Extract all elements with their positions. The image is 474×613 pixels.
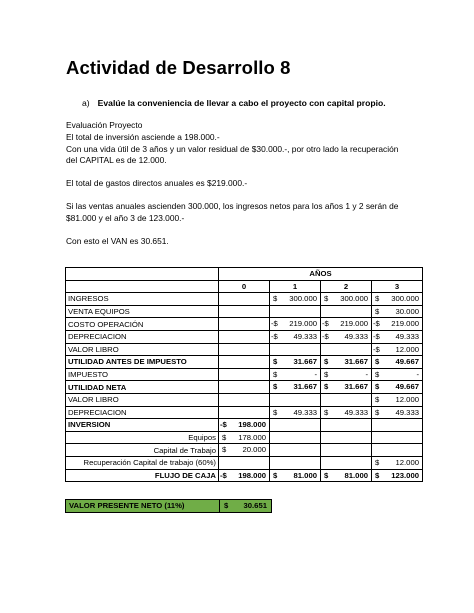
cell-value: 31.667 (344, 357, 368, 367)
currency-symbol: $ (375, 407, 380, 417)
cell-year-0 (219, 343, 270, 356)
cell-year-0 (219, 431, 270, 444)
currency-symbol: $ (375, 470, 380, 480)
years-header: AÑOS (219, 268, 423, 281)
cell-year-2 (321, 305, 372, 318)
row-label: FLUJO DE CAJA (66, 469, 219, 482)
cell-year-1 (270, 343, 321, 356)
row-label: UTILIDAD NETA (66, 381, 219, 394)
cell-value: 49.333 (293, 331, 317, 341)
cell-year-1 (270, 431, 321, 444)
cell-year-3 (372, 431, 423, 444)
currency-symbol: $ (273, 294, 278, 304)
cash-flow-table (65, 267, 423, 482)
cell-year-3 (372, 444, 423, 457)
paragraph-vida-util-1: Con una vida útil de 3 años y un valor residual de $30.000.-, por otro lado la recuperación (66, 144, 399, 154)
currency-symbol: $ (324, 369, 329, 379)
currency-symbol: -$ (322, 331, 329, 341)
cell-value: 300.000 (340, 294, 368, 304)
table-row (66, 368, 423, 381)
cell-value: 12.000 (395, 457, 419, 467)
cell-value: 31.667 (293, 382, 317, 392)
table-row (66, 431, 423, 444)
cell-value: 81.000 (344, 470, 368, 480)
cell-year-3 (372, 343, 423, 356)
cell-value: - (416, 369, 419, 379)
vpn-table (65, 499, 272, 513)
cell-value: 219.000 (340, 319, 368, 329)
currency-symbol: $ (375, 294, 380, 304)
table-row (66, 419, 423, 432)
cell-year-2 (321, 381, 372, 394)
row-label: INVERSION (66, 419, 219, 432)
cell-year-2 (321, 419, 372, 432)
row-label: VENTA EQUIPOS (66, 305, 219, 318)
table-row (66, 305, 423, 318)
cell-year-1 (270, 356, 321, 369)
row-label: VALOR LIBRO (66, 343, 219, 356)
cell-value: - (365, 369, 368, 379)
cell-year-0 (219, 318, 270, 331)
cell-value: 49.333 (293, 407, 317, 417)
cell-value: 198.000 (238, 420, 266, 430)
vpn-label: VALOR PRESENTE NETO (11%) (66, 500, 220, 513)
cell-value: 12.000 (395, 344, 419, 354)
year-2-header: 2 (321, 280, 372, 293)
currency-symbol: $ (273, 382, 278, 392)
vpn-row (66, 500, 272, 513)
cell-year-0 (219, 469, 270, 482)
cell-year-0 (219, 293, 270, 306)
cell-value: 198.000 (238, 470, 266, 480)
currency-symbol: $ (375, 457, 380, 467)
paragraph-ventas-2: $81.000 y el año 3 de 123.000.- (66, 213, 185, 223)
cell-value: 49.333 (395, 407, 419, 417)
row-label: COSTO OPERACIÓN (66, 318, 219, 331)
row-label: UTILIDAD ANTES DE IMPUESTO (66, 356, 219, 369)
paragraph-vida-util-2: del CAPITAL es de 12.000. (66, 155, 167, 165)
currency-symbol: $ (324, 470, 329, 480)
cell-value: 49.667 (395, 382, 419, 392)
cell-year-1 (270, 419, 321, 432)
question-letter: a) (82, 98, 90, 108)
cell-year-3 (372, 406, 423, 419)
vpn-value-cell (220, 500, 272, 513)
vpn-value: 30.651 (243, 501, 267, 510)
cell-year-0 (219, 305, 270, 318)
cell-year-3 (372, 456, 423, 469)
cell-year-1 (270, 305, 321, 318)
currency-symbol: $ (375, 369, 380, 379)
table-row (66, 330, 423, 343)
cell-value: 219.000 (289, 319, 317, 329)
row-label: Capital de Trabajo (66, 444, 219, 457)
cell-year-2 (321, 456, 372, 469)
table-row (66, 456, 423, 469)
cell-value: 49.333 (395, 331, 419, 341)
year-3-header: 3 (372, 280, 423, 293)
currency-symbol: -$ (373, 319, 380, 329)
table-row (66, 343, 423, 356)
cell-year-1 (270, 469, 321, 482)
currency-symbol: $ (324, 407, 329, 417)
cell-year-1 (270, 368, 321, 381)
cell-value: 49.667 (395, 357, 419, 367)
cell-year-1 (270, 293, 321, 306)
currency-symbol: -$ (220, 420, 227, 430)
cell-year-0 (219, 444, 270, 457)
cell-year-3 (372, 368, 423, 381)
currency-symbol: -$ (373, 344, 380, 354)
cell-year-2 (321, 444, 372, 457)
currency-symbol: $ (273, 470, 278, 480)
currency-symbol: $ (375, 306, 380, 316)
table-header-row-anos (66, 268, 423, 281)
vpn-symbol: $ (224, 501, 229, 510)
cell-value: 49.333 (344, 331, 368, 341)
cell-year-0 (219, 356, 270, 369)
row-label: DEPRECIACION (66, 330, 219, 343)
paragraph-gastos: El total de gastos directos anuales es $219.000.- (66, 178, 248, 188)
table-header-row-years (66, 280, 423, 293)
cell-year-2 (321, 343, 372, 356)
paragraph-ventas-1: Si las ventas anuales ascienden 300.000, los ingresos netos para los años 1 y 2 serán de (66, 201, 399, 211)
cell-year-3 (372, 381, 423, 394)
question-text: Evalúe la conveniencia de llevar a cabo el proyecto con capital propio. (97, 98, 386, 108)
cell-year-3 (372, 330, 423, 343)
table-row (66, 393, 423, 406)
cell-year-1 (270, 444, 321, 457)
currency-symbol: $ (324, 382, 329, 392)
table-row (66, 444, 423, 457)
row-label: VALOR LIBRO (66, 393, 219, 406)
cell-value: 31.667 (344, 382, 368, 392)
currency-symbol: $ (273, 407, 278, 417)
currency-symbol: -$ (373, 331, 380, 341)
cell-year-2 (321, 293, 372, 306)
cell-year-2 (321, 330, 372, 343)
cell-year-1 (270, 318, 321, 331)
currency-symbol: $ (273, 369, 278, 379)
paragraph-evaluacion: Evaluación Proyecto (66, 120, 143, 130)
cell-year-0 (219, 456, 270, 469)
row-label: DEPRECIACION (66, 406, 219, 419)
cell-year-3 (372, 469, 423, 482)
cell-value: - (314, 369, 317, 379)
cell-value: 30.000 (395, 306, 419, 316)
cell-value: 300.000 (289, 294, 317, 304)
table-row (66, 469, 423, 482)
currency-symbol: $ (324, 294, 329, 304)
cell-year-2 (321, 406, 372, 419)
cell-year-2 (321, 393, 372, 406)
cell-year-1 (270, 406, 321, 419)
currency-symbol: -$ (220, 470, 227, 480)
cell-value: 49.333 (344, 407, 368, 417)
cell-value: 123.000 (391, 470, 419, 480)
row-label: INGRESOS (66, 293, 219, 306)
cash-flow-table-body (66, 268, 423, 482)
cell-year-0 (219, 419, 270, 432)
row-label: IMPUESTO (66, 368, 219, 381)
currency-symbol: $ (222, 445, 227, 455)
currency-symbol: -$ (322, 319, 329, 329)
table-row (66, 406, 423, 419)
cell-year-2 (321, 431, 372, 444)
cell-year-2 (321, 368, 372, 381)
cell-value: 20.000 (242, 445, 266, 455)
question-a (82, 98, 386, 108)
currency-symbol: $ (375, 394, 380, 404)
row-label: Equipos (66, 431, 219, 444)
currency-symbol: $ (222, 432, 227, 442)
currency-symbol: $ (273, 357, 278, 367)
paragraph-inversion: El total de inversión asciende a 198.000.- (66, 132, 220, 142)
cell-year-2 (321, 356, 372, 369)
table-corner-cell (66, 268, 219, 281)
cell-year-0 (219, 330, 270, 343)
cell-year-0 (219, 381, 270, 394)
currency-symbol: -$ (271, 319, 278, 329)
paragraph-van: Con esto el VAN es 30.651. (66, 236, 169, 246)
cell-year-0 (219, 368, 270, 381)
currency-symbol: -$ (271, 331, 278, 341)
cell-year-3 (372, 293, 423, 306)
currency-symbol: $ (375, 357, 380, 367)
cell-value: 31.667 (293, 357, 317, 367)
cell-year-2 (321, 318, 372, 331)
cell-year-1 (270, 330, 321, 343)
year-1-header: 1 (270, 280, 321, 293)
cell-year-3 (372, 356, 423, 369)
cell-year-0 (219, 406, 270, 419)
cell-year-3 (372, 393, 423, 406)
cell-year-3 (372, 318, 423, 331)
cell-year-1 (270, 456, 321, 469)
row-label: Recuperación Capital de trabajo (60%) (66, 456, 219, 469)
currency-symbol: $ (324, 357, 329, 367)
cell-year-3 (372, 419, 423, 432)
cell-value: 12.000 (395, 394, 419, 404)
table-row (66, 293, 423, 306)
table-corner-cell (66, 280, 219, 293)
cell-value: 300.000 (391, 294, 419, 304)
cell-value: 178.000 (238, 432, 266, 442)
table-row (66, 381, 423, 394)
cell-year-1 (270, 393, 321, 406)
cell-year-3 (372, 305, 423, 318)
cell-year-0 (219, 393, 270, 406)
cell-value: 219.000 (391, 319, 419, 329)
currency-symbol: $ (375, 382, 380, 392)
table-row (66, 318, 423, 331)
table-row (66, 356, 423, 369)
cell-year-1 (270, 381, 321, 394)
year-0-header: 0 (219, 280, 270, 293)
document-title: Actividad de Desarrollo 8 (66, 57, 291, 78)
cell-year-2 (321, 469, 372, 482)
cell-value: 81.000 (293, 470, 317, 480)
